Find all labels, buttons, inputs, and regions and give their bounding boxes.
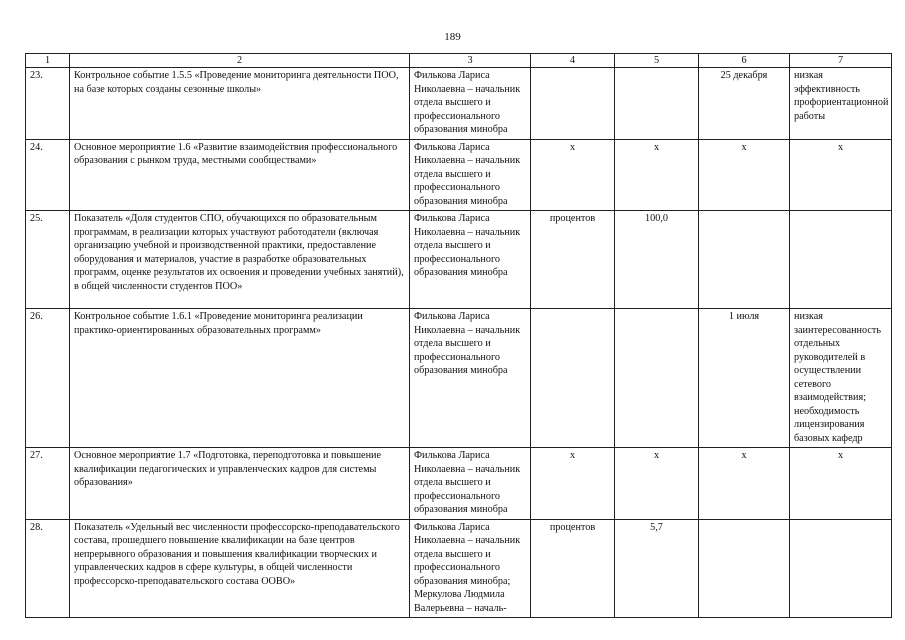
- row-description: Показатель «Удельный вес численности профессорско-преподавательского состава, прошедшего повышение квалификации на базе центров непрерывного образования и повышения квалификации творческих и управленческих кадров в сфере культуры, в общей численности профессорско-преподавательского состава ООВО»: [70, 519, 410, 618]
- column-header: 1: [26, 54, 70, 68]
- row-number: 23.: [26, 68, 70, 140]
- row-risk: низкая эффективность профориентационной работы: [790, 68, 892, 140]
- row-unit: процентов: [531, 519, 615, 618]
- row-description: Контрольное событие 1.5.5 «Проведение мониторинга деятельности ПОО, на базе которых созданы сезонные школы»: [70, 68, 410, 140]
- row-value: [615, 309, 699, 448]
- row-description: Контрольное событие 1.6.1 «Проведение мониторинга реализации практико-ориентированных образовательных программ»: [70, 309, 410, 448]
- row-unit: x: [531, 448, 615, 520]
- row-unit: x: [531, 139, 615, 211]
- row-unit: [531, 68, 615, 140]
- table-row: [26, 211, 892, 309]
- row-number: 25.: [26, 211, 70, 309]
- column-header: 3: [410, 54, 531, 68]
- table-row: [26, 448, 892, 520]
- column-header: 4: [531, 54, 615, 68]
- row-value: 5,7: [615, 519, 699, 618]
- column-header: 2: [70, 54, 410, 68]
- column-header: 6: [699, 54, 790, 68]
- row-responsible: Филькова Лариса Николаевна – начальник отдела высшего и профессионального образования минобра: [410, 211, 531, 309]
- row-value: 100,0: [615, 211, 699, 309]
- row-responsible: Филькова Лариса Николаевна – начальник отдела высшего и профессионального образования минобра; Меркулова Людмила Валерьевна – началь-: [410, 519, 531, 618]
- row-description: Основное мероприятие 1.7 «Подготовка, переподготовка и повышение квалификации педагогических и управленческих кадров для системы образования»: [70, 448, 410, 520]
- table-row: [26, 139, 892, 211]
- row-date: x: [699, 448, 790, 520]
- row-responsible: Филькова Лариса Николаевна – начальник отдела высшего и профессионального образования минобра: [410, 309, 531, 448]
- program-table: [25, 53, 892, 618]
- row-value: x: [615, 448, 699, 520]
- column-number-row: [26, 54, 892, 68]
- row-responsible: Филькова Лариса Николаевна – начальник отдела высшего и профессионального образования минобра: [410, 68, 531, 140]
- row-responsible: Филькова Лариса Николаевна – начальник отдела высшего и профессионального образования минобра: [410, 139, 531, 211]
- row-risk: [790, 211, 892, 309]
- row-date: x: [699, 139, 790, 211]
- column-header: 7: [790, 54, 892, 68]
- row-risk: низкая заинтересованность отдельных руководителей в осуществлении сетевого взаимодействия; необходимость лицензирования базовых кафедр: [790, 309, 892, 448]
- row-number: 28.: [26, 519, 70, 618]
- row-date: [699, 519, 790, 618]
- row-risk: [790, 519, 892, 618]
- column-header: 5: [615, 54, 699, 68]
- row-number: 26.: [26, 309, 70, 448]
- row-description: Показатель «Доля студентов СПО, обучающихся по образовательным программам, в реализации которых участвуют работодатели (включая организацию учебной и производственной практики, предоставление оборудования и материалов, участие в разработке образовательных программ, оценке результатов их освоения и проведении учебных занятий), в общей численности студентов ПОО»: [70, 211, 410, 309]
- row-risk: x: [790, 448, 892, 520]
- page-number: 189: [444, 31, 461, 43]
- row-number: 27.: [26, 448, 70, 520]
- row-value: [615, 68, 699, 140]
- table-row: [26, 519, 892, 618]
- row-description: Основное мероприятие 1.6 «Развитие взаимодействия профессионального образования с рынком труда, местными сообществами»: [70, 139, 410, 211]
- row-date: [699, 211, 790, 309]
- row-date: 25 декабря: [699, 68, 790, 140]
- row-unit: процентов: [531, 211, 615, 309]
- row-date: 1 июля: [699, 309, 790, 448]
- table-row: [26, 68, 892, 140]
- row-responsible: Филькова Лариса Николаевна – начальник отдела высшего и профессионального образования минобра: [410, 448, 531, 520]
- row-number: 24.: [26, 139, 70, 211]
- table-row: [26, 309, 892, 448]
- row-value: x: [615, 139, 699, 211]
- row-risk: x: [790, 139, 892, 211]
- row-unit: [531, 309, 615, 448]
